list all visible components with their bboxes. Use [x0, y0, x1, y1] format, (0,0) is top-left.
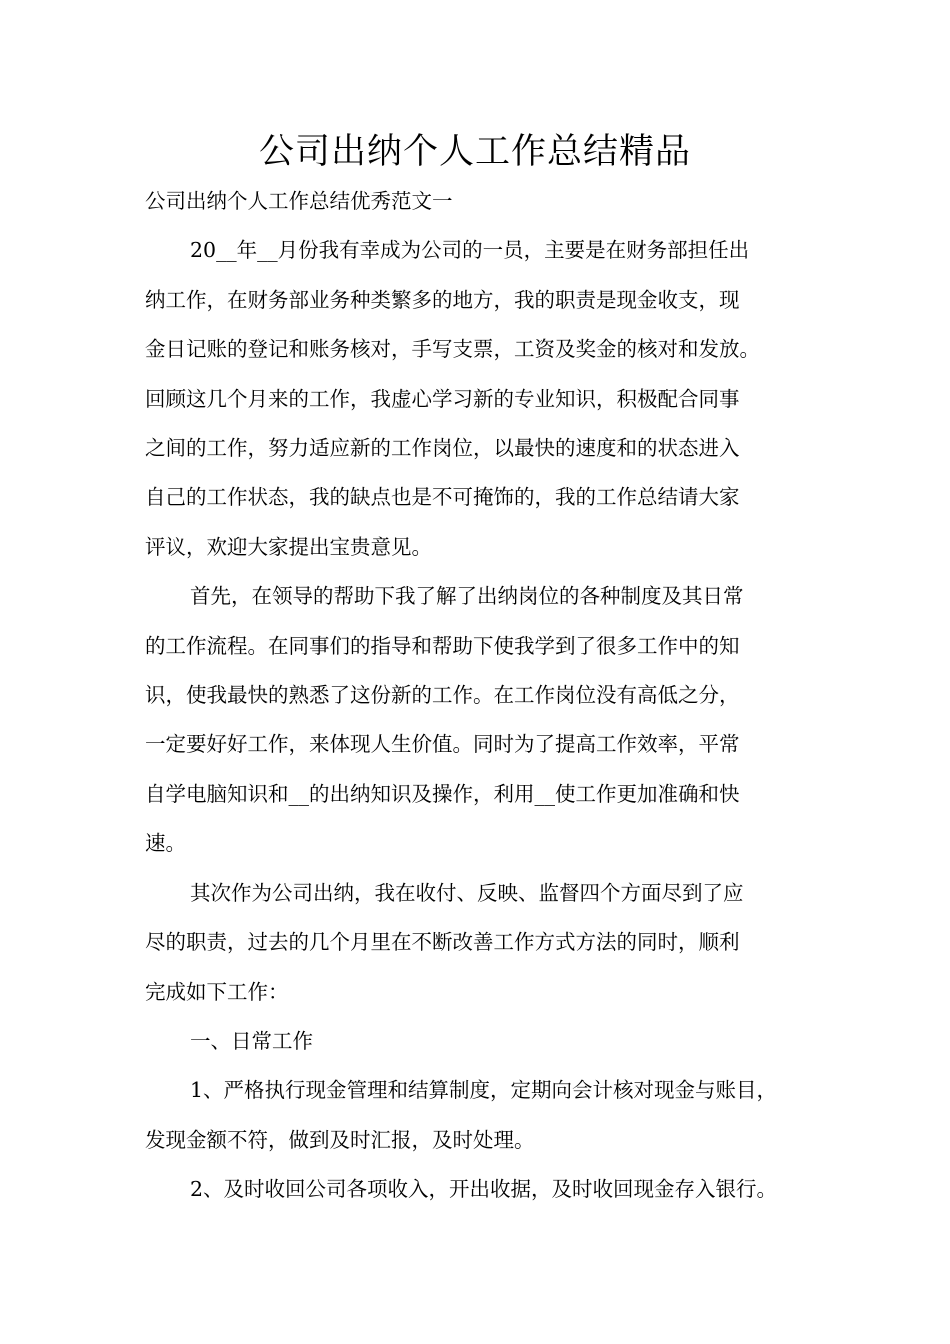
paragraph-line: 评议，欢迎大家提出宝贵意见。 [145, 534, 432, 559]
paragraph-line: 的工作流程。在同事们的指导和帮助下使我学到了很多工作中的知 [145, 633, 740, 658]
paragraph-line: 20__年__月份我有幸成为公司的一员，主要是在财务部担任出 [190, 238, 750, 263]
paragraph-line: 其次作为公司出纳，我在收付、反映、监督四个方面尽到了应 [190, 880, 744, 905]
document-body [145, 177, 810, 1215]
paragraph-line: 金日记账的登记和账务核对，手写支票，工资及奖金的核对和发放。 [145, 337, 760, 362]
paragraph-line: 一、日常工作 [190, 1028, 313, 1053]
paragraph-line: 回顾这几个月来的工作，我虚心学习新的专业知识，积极配合同事 [145, 386, 740, 411]
paragraph-line: 一定要好好工作，来体现人生价值。同时为了提高工作效率，平常 [145, 732, 740, 757]
paragraph [145, 1017, 810, 1066]
paragraph-line: 尽的职责，过去的几个月里在不断改善工作方式方法的同时，顺利 [145, 930, 740, 955]
paragraph-line: 首先，在领导的帮助下我了解了出纳岗位的各种制度及其日常 [190, 584, 744, 609]
paragraph-line: 自学电脑知识和__的出纳知识及操作，利用__使工作更加准确和快 [145, 781, 740, 806]
paragraph-line: 速。 [145, 831, 186, 856]
paragraph [145, 1066, 810, 1165]
paragraph-line: 识，使我最快的熟悉了这份新的工作。在工作岗位没有高低之分， [145, 683, 740, 708]
document-subtitle: 公司出纳个人工作总结优秀范文一 [145, 189, 453, 213]
paragraph-line: 2、及时收回公司各项收入，开出收据，及时收回现金存入银行。 [190, 1177, 778, 1202]
paragraph [145, 226, 810, 572]
paragraph-line: 1、严格执行现金管理和结算制度，定期向会计核对现金与账目， [190, 1078, 778, 1103]
paragraph-line: 纳工作，在财务部业务种类繁多的地方，我的职责是现金收支，现 [145, 287, 740, 312]
paragraph-line: 自己的工作状态，我的缺点也是不可掩饰的，我的工作总结请大家 [145, 485, 740, 510]
paragraph-line: 发现金额不符，做到及时汇报，及时处理。 [145, 1127, 535, 1152]
paragraph [145, 869, 810, 1017]
paragraph [145, 572, 810, 868]
paragraph-list [145, 226, 810, 1214]
paragraph-line: 之间的工作，努力适应新的工作岗位，以最快的速度和的状态进入 [145, 436, 740, 461]
paragraph-line: 完成如下工作： [145, 979, 289, 1004]
document-title: 公司出纳个人工作总结精品 [258, 132, 691, 172]
paragraph [145, 1165, 810, 1214]
